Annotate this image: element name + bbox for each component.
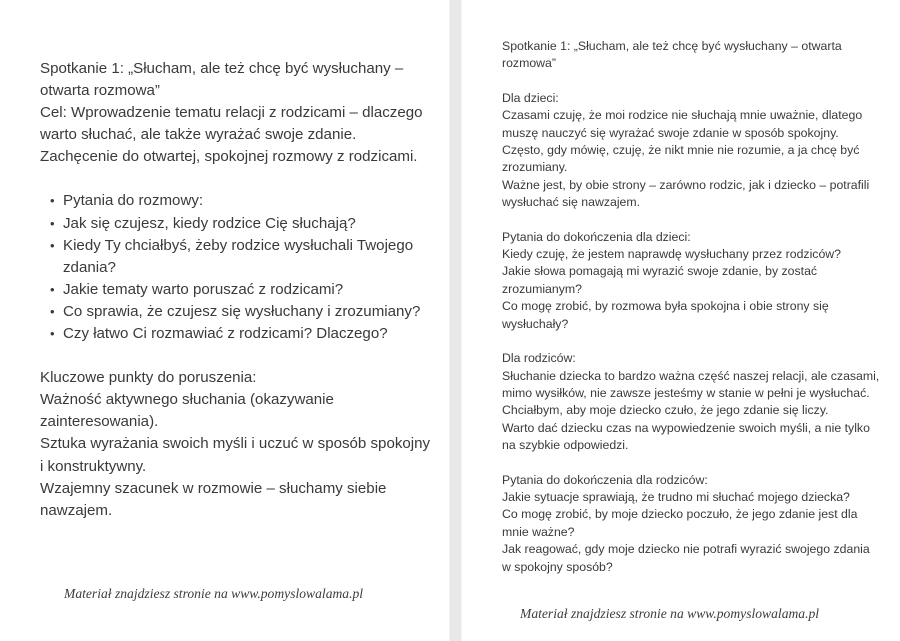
section-line: Jakie sytuacje sprawiają, że trudno mi słuchać mojego dziecka? bbox=[502, 489, 850, 504]
left-heading-line-1: Spotkanie 1: „Słucham, ale też chcę być wysłuchany – bbox=[40, 60, 404, 77]
key-points-heading: Kluczowe punkty do poruszenia: bbox=[40, 369, 257, 387]
section-line: Kiedy czuję, że jestem naprawdę wysłuchany przez rodziców? bbox=[502, 247, 842, 262]
list-item: • Czy łatwo Ci rozmawiać z rodzicami? Dlaczego? bbox=[63, 323, 432, 345]
left-intro bbox=[40, 102, 432, 168]
right-page-footer: Materiał znajdziesz stronie na www.pomyslowalama.pl bbox=[520, 606, 820, 621]
section-heading: Dla rodziców: bbox=[502, 351, 576, 366]
section-line: Słuchanie dziecka to bardzo ważna część naszej relacji, ale czasami, mimo wysiłków, nie zawsze jesteśmy w stanie w pełni je wysłuchać. bbox=[502, 368, 880, 400]
key-points-line-1: Ważność aktywnego słuchania (okazywanie zainteresowania). bbox=[40, 391, 334, 431]
left-spacer-1 bbox=[40, 168, 432, 190]
left-page-footer: Materiał znajdziesz stronie na www.pomyslowalama.pl bbox=[64, 586, 364, 601]
list-item: • Kiedy Ty chciałbyś, żeby rodzice wysłuchali Twojego zdania? bbox=[63, 235, 432, 279]
page-divider bbox=[450, 0, 461, 641]
section-questions-children bbox=[502, 229, 882, 333]
key-points-line-3: Wzajemny szacunek w rozmowie – słuchamy siebie nawzajem. bbox=[40, 479, 387, 519]
section-for-children bbox=[502, 90, 882, 212]
right-spacer-1 bbox=[502, 73, 882, 90]
left-intro-line-1: Cel: Wprowadzenie tematu relacji z rodzicami – dlaczego bbox=[40, 104, 423, 122]
right-page bbox=[462, 0, 900, 641]
right-spacer-2 bbox=[502, 212, 882, 229]
left-heading-line-2: otwarta rozmowa” bbox=[40, 82, 160, 100]
section-questions-parents bbox=[502, 472, 882, 576]
list-item: • Jakie tematy warto poruszać z rodzicami? bbox=[63, 279, 432, 301]
section-line: Czasami czuję, że moi rodzice nie słuchają mnie uważnie, dlatego muszę nauczyć się wyrażać swoje zdanie w sposób spokojny. bbox=[502, 108, 863, 140]
section-line: Chciałbym, aby moje dziecko czuło, że jego zdanie się liczy. bbox=[502, 403, 829, 418]
section-line: Ważne jest, by obie strony – zarówno rodzic, jak i dziecko – potrafili wysłuchać się nawzajem. bbox=[502, 177, 870, 210]
left-intro-line-2: warto słuchać, ale także wyrażać swoje zdanie. bbox=[40, 126, 357, 144]
right-page-body bbox=[502, 38, 882, 576]
discussion-questions-list bbox=[40, 190, 432, 345]
key-points-line-2: Sztuka wyrażania swoich myśli i uczuć w sposób spokojny i konstruktywny. bbox=[40, 435, 431, 475]
list-item: • Jak się czujesz, kiedy rodzice Cię słuchają? bbox=[63, 213, 432, 235]
left-intro-line-3: Zachęcenie do otwartej, spokojnej rozmowy z rodzicami. bbox=[40, 148, 418, 166]
right-spacer-3 bbox=[502, 333, 882, 350]
section-for-parents bbox=[502, 350, 882, 454]
list-item: • Co sprawia, że czujesz się wysłuchany i zrozumiany? bbox=[63, 301, 432, 323]
section-line: Co mogę zrobić, by rozmowa była spokojna i obie strony się wysłuchały? bbox=[502, 299, 829, 331]
section-line: Często, gdy mówię, czuję, że nikt mnie nie rozumie, a ja chcę być zrozumiany. bbox=[502, 143, 860, 175]
left-page-body bbox=[40, 58, 432, 522]
section-heading: Pytania do dokończenia dla dzieci: bbox=[502, 229, 691, 244]
section-line: Jak reagować, gdy moje dziecko nie potrafi wyrazić swojego zdania w spokojny sposób? bbox=[502, 542, 870, 574]
section-line: Warto dać dziecku czas na wypowiedzenie swoich myśli, a nie tylko na szybkie odpowiedzi. bbox=[502, 420, 870, 453]
right-spacer-4 bbox=[502, 455, 882, 472]
list-item: • Pytania do rozmowy: bbox=[63, 190, 432, 212]
right-heading-text: Spotkanie 1: „Słucham, ale też chcę być wysłuchany – otwarta rozmowa” bbox=[502, 39, 842, 71]
left-spacer-2 bbox=[40, 345, 432, 367]
section-heading: Pytania do dokończenia dla rodziców: bbox=[502, 472, 708, 487]
left-heading bbox=[40, 58, 432, 102]
section-heading: Dla dzieci: bbox=[502, 90, 559, 105]
key-points-block bbox=[40, 367, 432, 522]
right-heading bbox=[502, 38, 882, 73]
section-line: Co mogę zrobić, by moje dziecko poczuło, że jego zdanie jest dla mnie ważne? bbox=[502, 507, 858, 539]
section-line: Jakie słowa pomagają mi wyrazić swoje zdanie, by zostać zrozumianym? bbox=[502, 264, 818, 296]
